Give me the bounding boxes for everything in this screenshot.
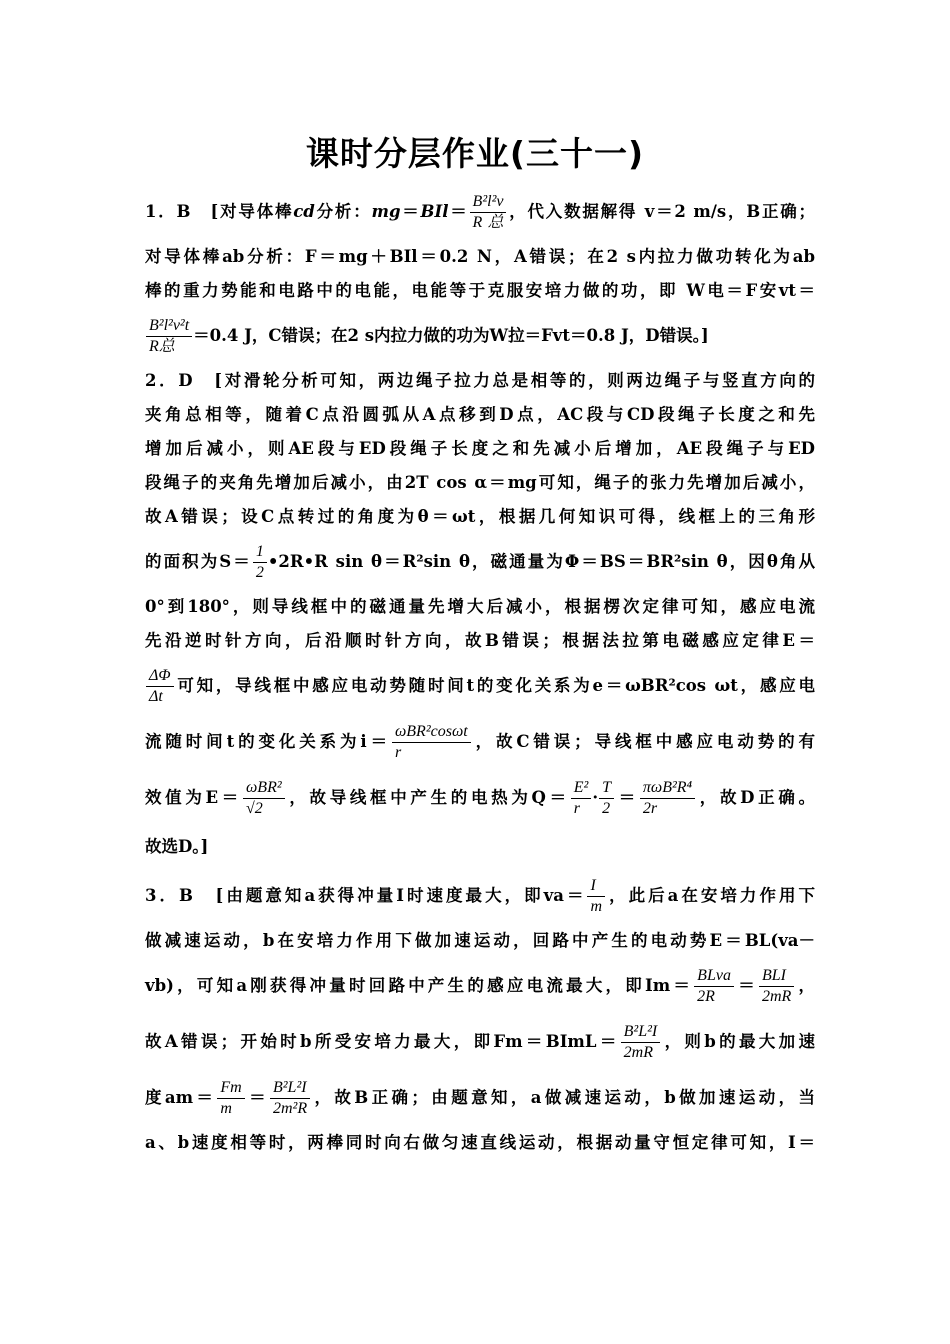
fraction-denominator: √2: [246, 800, 263, 817]
text: ，故B正确；由题意知，a做减速运动，b做加速运动，当: [311, 1088, 816, 1107]
text-line: [145, 534, 815, 590]
fraction-numerator: 1: [253, 542, 267, 563]
text-line: [145, 1014, 815, 1070]
fraction-denominator: 2r: [642, 800, 658, 817]
text-line: 段绳子的夹角先增加后减小，由2T cos α＝mg可知，绳子的张力先增加后减小，: [145, 473, 815, 492]
text: cd: [293, 202, 315, 221]
fraction-numerator: ωBR²cosωt: [392, 722, 471, 743]
fraction-denominator: 2mR: [761, 988, 792, 1005]
fraction-denominator: 2R: [697, 988, 715, 1005]
fraction-numerator: Fm: [217, 1078, 244, 1099]
text-line: 棒的重力势能和电路中的电能，电能等于克服安培力做的功，即 W电＝F安vt＝: [145, 281, 815, 300]
fraction: [571, 778, 592, 819]
fraction: [270, 1078, 310, 1119]
text-line: 0°到180°，则导线框中的磁通量先增大后减小，根据楞次定律可知，感应电流: [145, 597, 815, 616]
text-line: [145, 868, 815, 924]
text-line: 故选D。]: [145, 837, 209, 856]
text-line: 夹角总相等，随着C点沿圆弧从A点移到D点，AC段与CD段绳子长度之和先: [145, 405, 815, 424]
text: ，故D正确。: [696, 788, 816, 807]
text-line: 2．D [对滑轮分析可知，两边绳子拉力总是相等的，则两边绳子与竖直方向的: [145, 371, 815, 390]
fraction-denominator: 2mR: [623, 1044, 653, 1061]
text: 度am＝: [145, 1088, 217, 1107]
text: ，则b的最大加速: [661, 1032, 815, 1051]
fraction-numerator: ωBR²: [243, 778, 285, 799]
text-line: [145, 714, 815, 770]
fraction: [146, 316, 192, 357]
fraction: [243, 778, 285, 819]
text-line: [145, 770, 815, 826]
fraction-denominator: m: [590, 898, 603, 915]
fraction-denominator: m: [220, 1100, 232, 1117]
fraction-numerator: I: [587, 876, 605, 897]
page-title: 课时分层作业(三十一): [305, 134, 645, 173]
text-line: 做减速运动，b在安培力作用下做加速运动，回路中产生的电动势E＝BL(va－: [145, 931, 815, 950]
text: 可知，导线框中感应电动势随时间t的变化关系为e＝ωBR²cos ωt，感应电: [174, 676, 815, 695]
fraction-numerator: ΔΦ: [146, 666, 174, 687]
text-line: [145, 958, 815, 1014]
fraction: [694, 966, 734, 1007]
text: ，此后a在安培力作用下: [606, 886, 815, 905]
text: •2R•R sin θ＝R²sin θ，磁通量为Φ＝BS＝BR²sin θ，因θ角从: [267, 552, 816, 571]
fraction: [392, 722, 471, 763]
fraction-denominator: 2: [602, 800, 611, 817]
text: ＝: [245, 1088, 269, 1107]
fraction-numerator: T: [599, 778, 614, 799]
text: vb)，可知a刚获得冲量时回路中产生的感应电流最大，即Im＝: [145, 976, 694, 995]
fraction-denominator: R总: [149, 338, 175, 355]
text-line: a、b速度相等时，两棒同时向右做匀速直线运动，根据动量守恒定律可知，I＝: [145, 1133, 815, 1152]
fraction-numerator: BLva: [694, 966, 734, 987]
text-line: [145, 308, 815, 364]
fraction-denominator: r: [573, 800, 581, 817]
fraction: [470, 192, 507, 233]
answer-body: [145, 184, 815, 1160]
text: ＝: [448, 202, 469, 221]
text: ，故导线框中产生的电热为Q＝: [285, 788, 570, 807]
text: ，: [795, 976, 816, 995]
fraction: [253, 542, 267, 583]
fraction-numerator: E²: [571, 778, 592, 799]
text: ＝: [400, 202, 421, 221]
text: ＝: [734, 976, 758, 995]
text: 故A错误；开始时b所受安培力最大，即Fm＝BImL＝: [145, 1032, 620, 1051]
text: 分析：: [314, 202, 372, 221]
text: 流随时间t的变化关系为i＝: [145, 732, 391, 751]
fraction-numerator: B²L²I: [270, 1078, 310, 1099]
text: 1．B [对导体棒: [145, 202, 294, 221]
text: ，故C错误；导线框中感应电动势的有: [471, 732, 815, 751]
text: 的面积为S＝: [145, 552, 252, 571]
fraction: [640, 778, 695, 819]
text-line: 故A错误；设C点转过的角度为θ＝ωt，根据几何知识可得，线框上的三角形: [145, 507, 815, 526]
text: ·: [592, 788, 599, 807]
fraction: [146, 666, 174, 707]
text: ，代入数据解得 v＝2 m/s，B正确；: [507, 202, 816, 221]
fraction-numerator: BLI: [759, 966, 794, 987]
text-line: 先沿逆时针方向，后沿顺时针方向，故B错误；根据法拉第电磁感应定律E＝: [145, 631, 815, 650]
text: 效值为E＝: [145, 788, 242, 807]
fraction-denominator: r: [394, 744, 402, 761]
fraction-denominator: Δt: [149, 688, 163, 705]
text-line: [145, 184, 815, 240]
text-line: [145, 1070, 815, 1126]
fraction: [599, 778, 614, 819]
fraction: [621, 1022, 661, 1063]
text-line: [145, 658, 815, 714]
text: mg: [371, 202, 401, 221]
text: ＝0.4 J，C错误；在2 s内拉力做的功为W拉＝Fvt＝0.8 J，D错误。]: [193, 326, 709, 345]
fraction-denominator: R总: [472, 214, 504, 231]
text: ＝: [615, 788, 639, 807]
fraction: [587, 876, 605, 917]
text-line: 对导体棒ab分析：F＝mg＋BIl＝0.2 N，A错误；在2 s内拉力做功转化为ab: [145, 247, 815, 266]
fraction-numerator: B²l²v²t: [146, 316, 192, 337]
fraction-numerator: B²l²v: [470, 192, 507, 213]
fraction-numerator: πωB²R⁴: [640, 778, 695, 799]
fraction: [759, 966, 794, 1007]
text: 3．B [由题意知a获得冲量I时速度最大，即va＝: [145, 886, 587, 905]
fraction-denominator: 2: [255, 564, 264, 581]
fraction-denominator: 2m²R: [272, 1100, 308, 1117]
text-line: 增加后减小，则AE段与ED段绳子长度之和先减小后增加，AE段绳子与ED: [145, 439, 815, 458]
fraction-numerator: B²L²I: [621, 1022, 661, 1043]
text: BIl: [420, 202, 449, 221]
fraction: [217, 1078, 244, 1119]
